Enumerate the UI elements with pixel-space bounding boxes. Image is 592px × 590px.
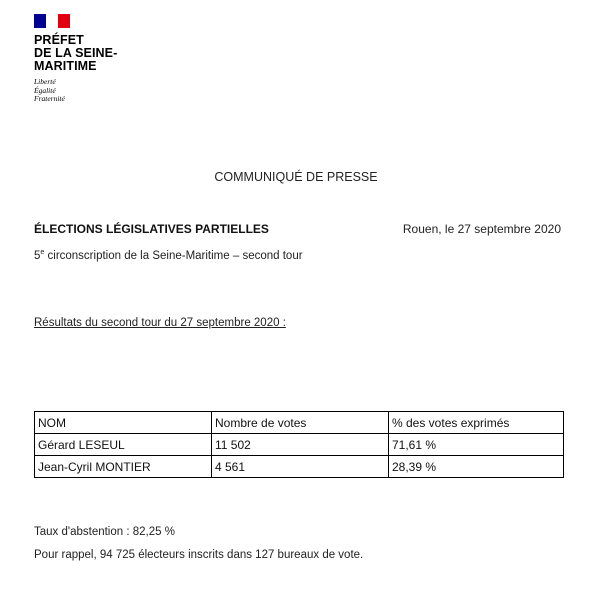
candidate-votes: 4 561	[212, 456, 389, 478]
column-header-votes: Nombre de votes	[212, 412, 389, 434]
motto-egalite: Égalité	[34, 85, 56, 95]
column-header-percent: % des votes exprimés	[389, 412, 564, 434]
table-row	[35, 456, 564, 478]
candidate-name: Gérard LESEUL	[35, 434, 212, 456]
registered-voters-reminder: Pour rappel, 94 725 électeurs inscrits dans 127 bureaux de vote.	[34, 549, 364, 561]
republic-motto	[34, 78, 117, 104]
motto-fraternite: Fraternité	[34, 94, 65, 103]
prefecture-name-line-2: DE LA SEINE-	[34, 46, 118, 60]
candidate-name: Jean-Cyril MONTIER	[35, 456, 212, 478]
table-row	[35, 434, 564, 456]
table-header-row	[35, 412, 564, 434]
column-header-name: NOM	[35, 412, 212, 434]
results-title: Résultats du second tour du 27 septembre 2020 :	[34, 317, 286, 329]
press-release-heading: COMMUNIQUÉ DE PRESSE	[214, 170, 378, 184]
release-date: Rouen, le 27 septembre 2020	[402, 222, 561, 236]
motto-liberte: Liberté	[34, 77, 56, 86]
prefecture-name-line-3: MARITIME	[34, 59, 97, 73]
abstention-rate: Taux d'abstention : 82,25 %	[34, 526, 175, 538]
candidate-votes: 11 502	[212, 434, 389, 456]
candidate-percent: 71,61 %	[389, 434, 564, 456]
results-table	[34, 411, 564, 478]
prefecture-logo	[34, 14, 117, 104]
constituency-ordinal: e	[40, 249, 45, 256]
constituency-number: 5	[34, 249, 41, 262]
prefecture-name	[34, 34, 117, 73]
french-flag-icon	[34, 14, 70, 28]
candidate-percent: 28,39 %	[389, 456, 564, 478]
elections-title: ÉLECTIONS LÉGISLATIVES PARTIELLES	[34, 222, 269, 236]
constituency-text: circonscription de la Seine-Maritime – second tour	[44, 249, 303, 262]
prefecture-name-line-1: PRÉFET	[34, 33, 84, 47]
constituency-line	[34, 249, 303, 262]
